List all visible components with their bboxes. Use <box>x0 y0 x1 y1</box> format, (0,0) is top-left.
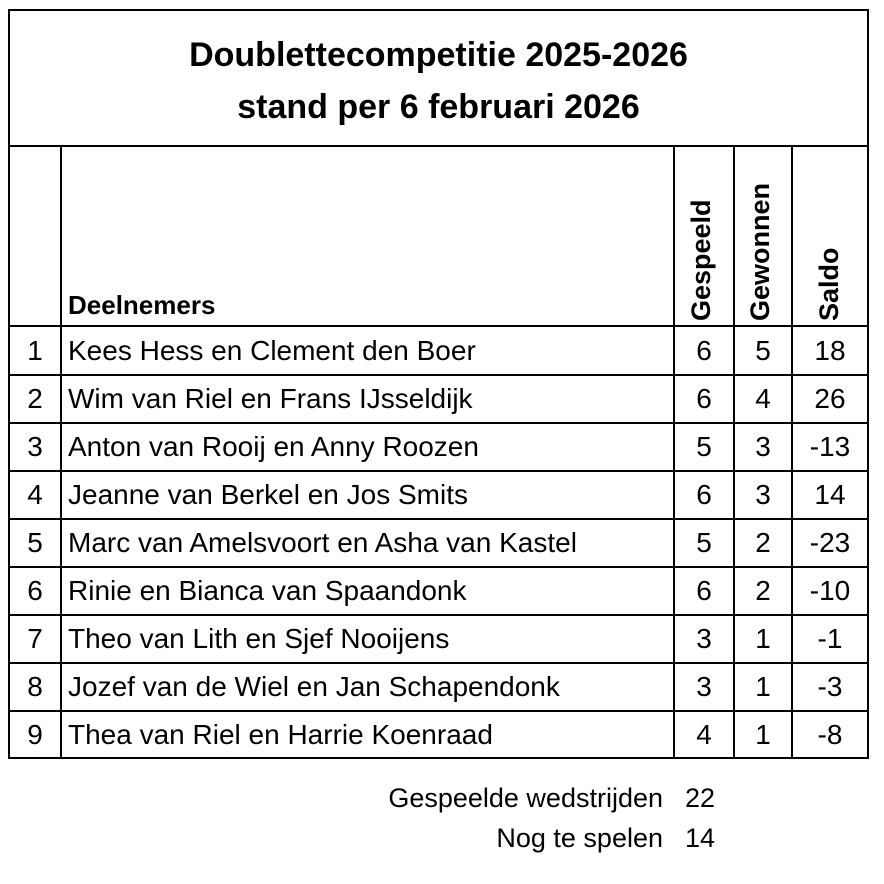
won-cell: 3 <box>755 479 771 510</box>
team-name-cell: Thea van Riel en Harrie Koenraad <box>68 719 493 750</box>
header-participants: Deelnemers <box>68 290 216 320</box>
played-cell: 4 <box>696 719 712 750</box>
team-name-cell: Jozef van de Wiel en Jan Schapendonk <box>68 671 560 702</box>
team-name-cell: Theo van Lith en Sjef Nooijens <box>68 623 450 654</box>
balance-cell: -23 <box>809 527 851 558</box>
rank-cell: 9 <box>27 719 43 750</box>
rank-cell: 7 <box>27 623 43 654</box>
table-row <box>10 471 867 519</box>
rank-cell: 8 <box>27 671 43 702</box>
rank-cell: 5 <box>27 527 43 558</box>
rank-cell: 2 <box>27 383 43 414</box>
rank-cell: 6 <box>27 575 43 606</box>
played-cell: 6 <box>696 383 712 414</box>
table-row <box>10 375 867 423</box>
summary-remaining-value: 14 <box>685 823 716 853</box>
played-cell: 6 <box>696 335 712 366</box>
won-cell: 1 <box>755 623 771 654</box>
balance-cell: 26 <box>814 383 846 414</box>
played-cell: 5 <box>696 431 712 462</box>
rank-cell: 1 <box>27 335 43 366</box>
table-row <box>10 711 867 759</box>
team-name-cell: Anton van Rooij en Anny Roozen <box>68 431 479 462</box>
won-cell: 5 <box>755 335 771 366</box>
table-row <box>10 327 867 375</box>
summary-played-value: 22 <box>685 783 716 813</box>
table-row <box>10 567 867 615</box>
team-name-cell: Wim van Riel en Frans IJsseldijk <box>68 383 473 414</box>
balance-cell: -1 <box>817 623 843 654</box>
table-row <box>10 663 867 711</box>
balance-cell: -10 <box>809 575 851 606</box>
summary-played-label: Gespeelde wedstrijden <box>388 783 663 813</box>
page-subtitle: stand per 6 februari 2026 <box>237 88 640 126</box>
balance-cell: -3 <box>817 671 843 702</box>
team-name-cell: Jeanne van Berkel en Jos Smits <box>68 479 468 510</box>
played-cell: 5 <box>696 527 712 558</box>
played-cell: 3 <box>696 623 712 654</box>
won-cell: 1 <box>755 671 771 702</box>
played-cell: 6 <box>696 575 712 606</box>
team-name-cell: Kees Hess en Clement den Boer <box>68 335 476 366</box>
summary-remaining-label: Nog te spelen <box>496 823 663 853</box>
header-won: Gewonnen <box>745 182 775 321</box>
page-title: Doublettecompetitie 2025-2026 <box>189 36 688 74</box>
table-row <box>10 519 867 567</box>
standings-table <box>8 9 869 759</box>
won-cell: 3 <box>755 431 771 462</box>
won-cell: 4 <box>755 383 771 414</box>
won-cell: 1 <box>755 719 771 750</box>
rank-cell: 3 <box>27 431 43 462</box>
won-cell: 2 <box>755 575 771 606</box>
team-name-cell: Marc van Amelsvoort en Asha van Kastel <box>68 527 577 558</box>
table-row <box>10 423 867 471</box>
balance-cell: 18 <box>814 335 846 366</box>
header-balance: Saldo <box>814 247 844 321</box>
team-name-cell: Rinie en Bianca van Spaandonk <box>68 575 467 606</box>
rank-cell: 4 <box>27 479 43 510</box>
balance-cell: -13 <box>809 431 851 462</box>
played-cell: 3 <box>696 671 712 702</box>
header-played: Gespeeld <box>686 199 716 321</box>
title-box <box>10 11 867 147</box>
table-row <box>10 615 867 663</box>
balance-cell: -8 <box>817 719 843 750</box>
balance-cell: 14 <box>814 479 846 510</box>
won-cell: 2 <box>755 527 771 558</box>
played-cell: 6 <box>696 479 712 510</box>
